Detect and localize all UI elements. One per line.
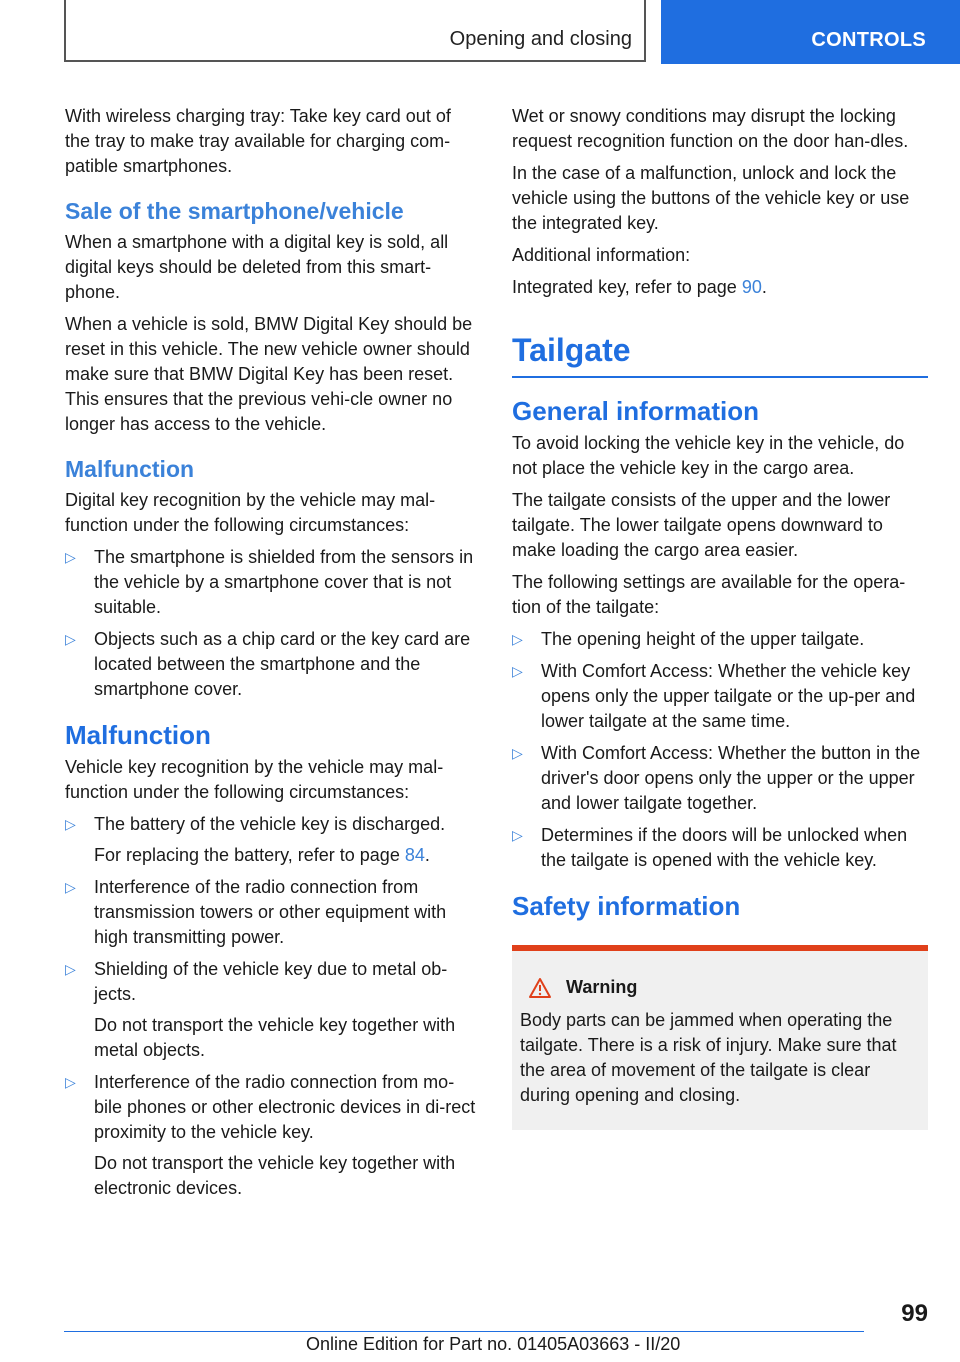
list-item-text: The smartphone is shielded from the sensors in the vehicle by a smartphone cover that is not suitable. [94,547,474,617]
list-item-text: Interference of the radio connection from transmission towers or other equipment with high transmitting power. [94,877,447,947]
sale-paragraph-2: When a vehicle is sold, BMW Digital Key should be reset in this vehicle. The new vehicle owner should make sure that BMW Digital Key has been reset. This ensures that the previous vehi-cle owner no longer has access to the vehicle. [65,314,473,434]
warning-header [528,975,920,1000]
triangle-bullet-icon: ▷ [512,745,523,761]
list-item-text: Determines if the doors will be unlocked when the tailgate is opened with the vehicle key. [541,825,908,870]
list-item-text: The battery of the vehicle key is discharged. [94,814,446,834]
integrated-key-reference [512,275,928,300]
list-item-note: Do not transport the vehicle key together with electronic devices. [94,1153,456,1198]
reference-text: Integrated key, refer to page [512,277,742,297]
malfunction-unlock-paragraph: In the case of a malfunction, unlock and lock the vehicle using the buttons of the vehicle key or use the integrated key. [512,163,910,233]
digital-key-malfunction-paragraph: Digital key recognition by the vehicle may mal-function under the following circumstances: [65,490,436,535]
warning-box [512,945,928,1130]
warning-title: Warning [566,977,638,997]
tailgate-settings-list [512,627,928,873]
malfunction-heading: Malfunction [65,720,211,750]
triangle-bullet-icon: ▷ [65,879,76,895]
general-paragraph-3: The following settings are available for the opera-tion of the tailgate: [512,572,906,617]
page-link-84[interactable]: 84 [404,845,425,865]
reference-suffix: . [761,277,767,297]
list-item-text: Objects such as a chip card or the key card are located between the smartphone and the smartphone cover. [94,629,471,699]
warning-text: Body parts can be jammed when operating the tailgate. There is a risk of injury. Make sure that the area of movement of the tailgate is clear during opening and closing. [520,1010,897,1105]
right-column [512,104,928,1130]
list-item-text: Shielding of the vehicle key due to metal ob-jects. [94,959,448,1004]
left-column [65,104,480,1209]
triangle-bullet-icon: ▷ [65,816,76,832]
malfunction-list [65,812,480,1201]
list-item [65,1070,480,1201]
header-section-title: Opening and closing [449,28,632,50]
general-paragraph-1: To avoid locking the vehicle key in the vehicle, do not place the vehicle key in the cargo area. [512,433,905,478]
list-item [512,659,928,734]
list-item [65,812,480,868]
list-item [65,957,480,1063]
intro-paragraph: With wireless charging tray: Take key card out of the tray to make tray available for charging com-patible smartphones. [65,106,451,176]
list-item-note [94,843,480,868]
header-chapter-title: CONTROLS [811,29,926,51]
tailgate-title: Tailgate [512,328,928,378]
list-item [65,627,480,702]
warning-triangle-icon [528,977,552,999]
triangle-bullet-icon: ▷ [65,1074,76,1090]
list-item [512,823,928,873]
header-section-box [64,0,646,62]
list-item [512,741,928,816]
header-chapter-box [661,0,960,64]
general-paragraph-2: The tailgate consists of the upper and the lower tailgate. The lower tailgate opens downward to make loading the cargo area easier. [512,490,891,560]
digital-key-malfunction-heading: Malfunction [65,456,195,482]
list-item [65,545,480,620]
triangle-bullet-icon: ▷ [512,663,523,679]
page-number: 99 [901,1300,928,1327]
triangle-bullet-icon: ▷ [512,631,523,647]
list-item-text: Interference of the radio connection from mo-bile phones or other electronic devices in di-rect proximity to the vehicle key. [94,1072,476,1142]
list-item-text: The opening height of the upper tailgate. [541,629,865,649]
safety-information-heading: Safety information [512,891,741,921]
list-item-text: With Comfort Access: Whether the button in the driver's door opens only the upper or the upper and lower tailgate together. [541,743,921,813]
list-item-text: With Comfort Access: Whether the vehicle key opens only the upper tailgate or the up-per and lower tailgate at the same time. [541,661,916,731]
digital-key-malfunction-list [65,545,480,702]
list-item-note: Do not transport the vehicle key together with metal objects. [94,1015,456,1060]
conditions-paragraph: Wet or snowy conditions may disrupt the locking request recognition function on the door han-dles. [512,106,909,151]
page-link-90[interactable]: 90 [741,277,762,297]
sale-heading: Sale of the smartphone/vehicle [65,198,404,224]
list-item [65,875,480,950]
malfunction-paragraph: Vehicle key recognition by the vehicle may mal-function under the following circumstances: [65,757,444,802]
note-text: For replacing the battery, refer to page [94,845,405,865]
footer-divider [64,1331,864,1332]
triangle-bullet-icon: ▷ [65,631,76,647]
triangle-bullet-icon: ▷ [65,961,76,977]
edition-footer: Online Edition for Part no. 01405A03663 - II/20 [306,1334,681,1354]
triangle-bullet-icon: ▷ [512,827,523,843]
sale-paragraph-1: When a smartphone with a digital key is sold, all digital keys should be deleted from this smart-phone. [65,232,449,302]
triangle-bullet-icon: ▷ [65,549,76,565]
note-suffix: . [424,845,430,865]
list-item [512,627,928,652]
additional-info-label: Additional information: [512,245,691,265]
general-information-heading: General information [512,396,760,426]
